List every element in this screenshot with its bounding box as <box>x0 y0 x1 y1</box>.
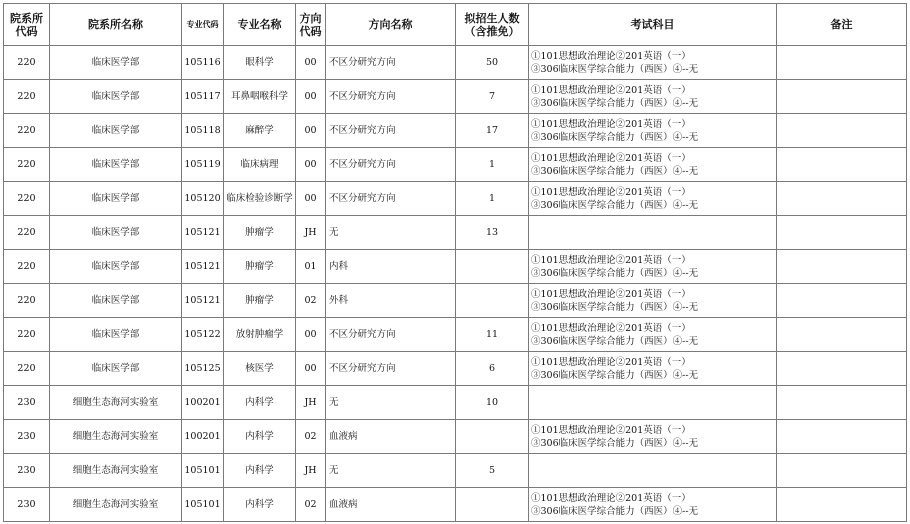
cell-dept-name: 细胞生态海河实验室 <box>50 488 182 522</box>
header-row <box>4 4 907 46</box>
header-quota: 拟招生人数（含推免） <box>456 4 529 46</box>
cell-remark <box>777 216 907 250</box>
exam-line: ①101思想政治理论②201英语（一） <box>531 492 691 504</box>
cell-exam <box>529 250 777 284</box>
cell-dir-code: 02 <box>296 488 326 522</box>
cell-remark <box>777 148 907 182</box>
table-row <box>4 352 907 386</box>
cell-remark <box>777 46 907 80</box>
cell-major-code: 105117 <box>182 80 224 114</box>
cell-major-name: 肿瘤学 <box>224 284 296 318</box>
cell-quota: 7 <box>456 80 529 114</box>
cell-dir-name: 无 <box>326 386 456 420</box>
cell-major-name: 放射肿瘤学 <box>224 318 296 352</box>
cell-dept-name: 临床医学部 <box>50 352 182 386</box>
cell-dept-name: 临床医学部 <box>50 46 182 80</box>
cell-major-code: 105120 <box>182 182 224 216</box>
table-row <box>4 216 907 250</box>
cell-major-code: 105101 <box>182 488 224 522</box>
cell-major-name: 耳鼻咽喉科学 <box>224 80 296 114</box>
cell-dept-name: 细胞生态海河实验室 <box>50 454 182 488</box>
cell-exam <box>529 386 777 420</box>
exam-line: ③306临床医学综合能力（西医）④--无 <box>531 437 699 449</box>
exam-line: ③306临床医学综合能力（西医）④--无 <box>531 131 699 143</box>
cell-dept-code: 220 <box>4 284 50 318</box>
cell-dept-code: 220 <box>4 80 50 114</box>
cell-dir-name: 外科 <box>326 284 456 318</box>
exam-line: ①101思想政治理论②201英语（一） <box>531 84 691 96</box>
cell-exam <box>529 182 777 216</box>
exam-line: ①101思想政治理论②201英语（一） <box>531 254 691 266</box>
cell-dir-name: 无 <box>326 454 456 488</box>
cell-remark <box>777 420 907 454</box>
cell-dir-name: 不区分研究方向 <box>326 80 456 114</box>
table-row <box>4 454 907 488</box>
exam-line: ③306临床医学综合能力（西医）④--无 <box>531 165 699 177</box>
cell-dir-code: 00 <box>296 114 326 148</box>
cell-major-code: 105125 <box>182 352 224 386</box>
table-row <box>4 250 907 284</box>
cell-dept-code: 220 <box>4 352 50 386</box>
cell-dept-code: 220 <box>4 46 50 80</box>
exam-line: ③306临床医学综合能力（西医）④--无 <box>531 63 699 75</box>
cell-dept-code: 230 <box>4 488 50 522</box>
cell-dir-code: JH <box>296 386 326 420</box>
cell-quota: 13 <box>456 216 529 250</box>
cell-dept-code: 220 <box>4 114 50 148</box>
table-row <box>4 114 907 148</box>
header-dept-name: 院系所名称 <box>50 4 182 46</box>
table-row <box>4 182 907 216</box>
cell-quota: 5 <box>456 454 529 488</box>
cell-dept-code: 220 <box>4 318 50 352</box>
table-row <box>4 420 907 454</box>
cell-major-name: 内科学 <box>224 488 296 522</box>
header-major-code: 专业代码 <box>182 4 224 46</box>
cell-exam <box>529 114 777 148</box>
cell-dept-code: 220 <box>4 182 50 216</box>
cell-quota <box>456 250 529 284</box>
cell-dir-name: 不区分研究方向 <box>326 46 456 80</box>
table-body <box>4 46 907 522</box>
cell-dir-code: 00 <box>296 352 326 386</box>
table-row <box>4 46 907 80</box>
cell-major-code: 105101 <box>182 454 224 488</box>
table-row <box>4 148 907 182</box>
cell-dept-name: 细胞生态海河实验室 <box>50 420 182 454</box>
cell-dept-code: 230 <box>4 420 50 454</box>
cell-dept-code: 220 <box>4 148 50 182</box>
cell-dept-name: 临床医学部 <box>50 318 182 352</box>
cell-exam <box>529 352 777 386</box>
exam-line: ③306临床医学综合能力（西医）④--无 <box>531 199 699 211</box>
cell-dir-code: 00 <box>296 80 326 114</box>
exam-line: ①101思想政治理论②201英语（一） <box>531 322 691 334</box>
cell-major-name: 麻醉学 <box>224 114 296 148</box>
table-row <box>4 318 907 352</box>
cell-remark <box>777 318 907 352</box>
cell-exam <box>529 284 777 318</box>
cell-remark <box>777 352 907 386</box>
exam-line: ①101思想政治理论②201英语（一） <box>531 356 691 368</box>
enrollment-table <box>3 3 907 522</box>
exam-line: ①101思想政治理论②201英语（一） <box>531 424 691 436</box>
cell-dir-code: 02 <box>296 420 326 454</box>
cell-remark <box>777 284 907 318</box>
table-row <box>4 488 907 522</box>
cell-major-name: 眼科学 <box>224 46 296 80</box>
cell-quota: 10 <box>456 386 529 420</box>
cell-dir-name: 不区分研究方向 <box>326 182 456 216</box>
cell-major-name: 肿瘤学 <box>224 250 296 284</box>
cell-remark <box>777 182 907 216</box>
header-exam: 考试科目 <box>529 4 777 46</box>
exam-line: ③306临床医学综合能力（西医）④--无 <box>531 301 699 313</box>
cell-exam <box>529 318 777 352</box>
cell-major-name: 内科学 <box>224 454 296 488</box>
header-dir-code: 方向代码 <box>296 4 326 46</box>
exam-line: ①101思想政治理论②201英语（一） <box>531 186 691 198</box>
cell-dir-name: 不区分研究方向 <box>326 114 456 148</box>
cell-major-name: 内科学 <box>224 420 296 454</box>
exam-line: ③306临床医学综合能力（西医）④--无 <box>531 335 699 347</box>
cell-exam <box>529 148 777 182</box>
cell-exam <box>529 488 777 522</box>
cell-dir-code: 00 <box>296 182 326 216</box>
exam-line: ③306临床医学综合能力（西医）④--无 <box>531 97 699 109</box>
cell-dir-name: 不区分研究方向 <box>326 148 456 182</box>
cell-dir-name: 不区分研究方向 <box>326 352 456 386</box>
exam-line: ③306临床医学综合能力（西医）④--无 <box>531 505 699 517</box>
table-row <box>4 80 907 114</box>
cell-dir-code: 00 <box>296 148 326 182</box>
cell-dept-name: 临床医学部 <box>50 114 182 148</box>
cell-dept-name: 临床医学部 <box>50 148 182 182</box>
cell-quota: 11 <box>456 318 529 352</box>
cell-dir-code: 02 <box>296 284 326 318</box>
header-dept-code: 院系所代码 <box>4 4 50 46</box>
cell-dir-code: 01 <box>296 250 326 284</box>
cell-quota <box>456 420 529 454</box>
cell-dir-code: JH <box>296 454 326 488</box>
cell-major-code: 105122 <box>182 318 224 352</box>
header-remark: 备注 <box>777 4 907 46</box>
cell-dir-name: 无 <box>326 216 456 250</box>
cell-quota <box>456 284 529 318</box>
exam-line: ③306临床医学综合能力（西医）④--无 <box>531 369 699 381</box>
exam-line: ①101思想政治理论②201英语（一） <box>531 152 691 164</box>
exam-line: ③306临床医学综合能力（西医）④--无 <box>531 267 699 279</box>
table-row <box>4 386 907 420</box>
header-major-name: 专业名称 <box>224 4 296 46</box>
cell-remark <box>777 80 907 114</box>
exam-line: ①101思想政治理论②201英语（一） <box>531 288 691 300</box>
cell-dir-code: 00 <box>296 318 326 352</box>
cell-remark <box>777 454 907 488</box>
cell-dept-name: 临床医学部 <box>50 80 182 114</box>
cell-dept-code: 230 <box>4 386 50 420</box>
cell-major-name: 核医学 <box>224 352 296 386</box>
cell-major-name: 临床病理 <box>224 148 296 182</box>
cell-quota: 50 <box>456 46 529 80</box>
cell-dept-code: 230 <box>4 454 50 488</box>
cell-major-name: 肿瘤学 <box>224 216 296 250</box>
cell-dept-name: 临床医学部 <box>50 284 182 318</box>
cell-quota: 6 <box>456 352 529 386</box>
header-dir-name: 方向名称 <box>326 4 456 46</box>
cell-exam <box>529 420 777 454</box>
cell-major-code: 100201 <box>182 420 224 454</box>
cell-quota <box>456 488 529 522</box>
cell-dept-code: 220 <box>4 216 50 250</box>
cell-major-code: 105118 <box>182 114 224 148</box>
cell-exam <box>529 216 777 250</box>
cell-dept-name: 临床医学部 <box>50 216 182 250</box>
cell-dept-code: 220 <box>4 250 50 284</box>
cell-major-code: 105121 <box>182 284 224 318</box>
table-row <box>4 284 907 318</box>
cell-remark <box>777 114 907 148</box>
cell-major-code: 105121 <box>182 250 224 284</box>
cell-dir-name: 血液病 <box>326 420 456 454</box>
exam-line: ①101思想政治理论②201英语（一） <box>531 118 691 130</box>
cell-exam <box>529 454 777 488</box>
cell-remark <box>777 488 907 522</box>
cell-major-code: 105119 <box>182 148 224 182</box>
cell-remark <box>777 386 907 420</box>
cell-dept-name: 细胞生态海河实验室 <box>50 386 182 420</box>
cell-quota: 1 <box>456 148 529 182</box>
cell-major-code: 105116 <box>182 46 224 80</box>
cell-dept-name: 临床医学部 <box>50 250 182 284</box>
cell-dir-name: 内科 <box>326 250 456 284</box>
cell-exam <box>529 80 777 114</box>
cell-dir-name: 不区分研究方向 <box>326 318 456 352</box>
exam-line: ①101思想政治理论②201英语（一） <box>531 50 691 62</box>
cell-dir-code: 00 <box>296 46 326 80</box>
cell-quota: 1 <box>456 182 529 216</box>
cell-major-code: 105121 <box>182 216 224 250</box>
cell-dir-code: JH <box>296 216 326 250</box>
cell-exam <box>529 46 777 80</box>
cell-remark <box>777 250 907 284</box>
cell-major-name: 临床检验诊断学 <box>224 182 296 216</box>
cell-dept-name: 临床医学部 <box>50 182 182 216</box>
cell-quota: 17 <box>456 114 529 148</box>
cell-major-name: 内科学 <box>224 386 296 420</box>
cell-major-code: 100201 <box>182 386 224 420</box>
cell-dir-name: 血液病 <box>326 488 456 522</box>
